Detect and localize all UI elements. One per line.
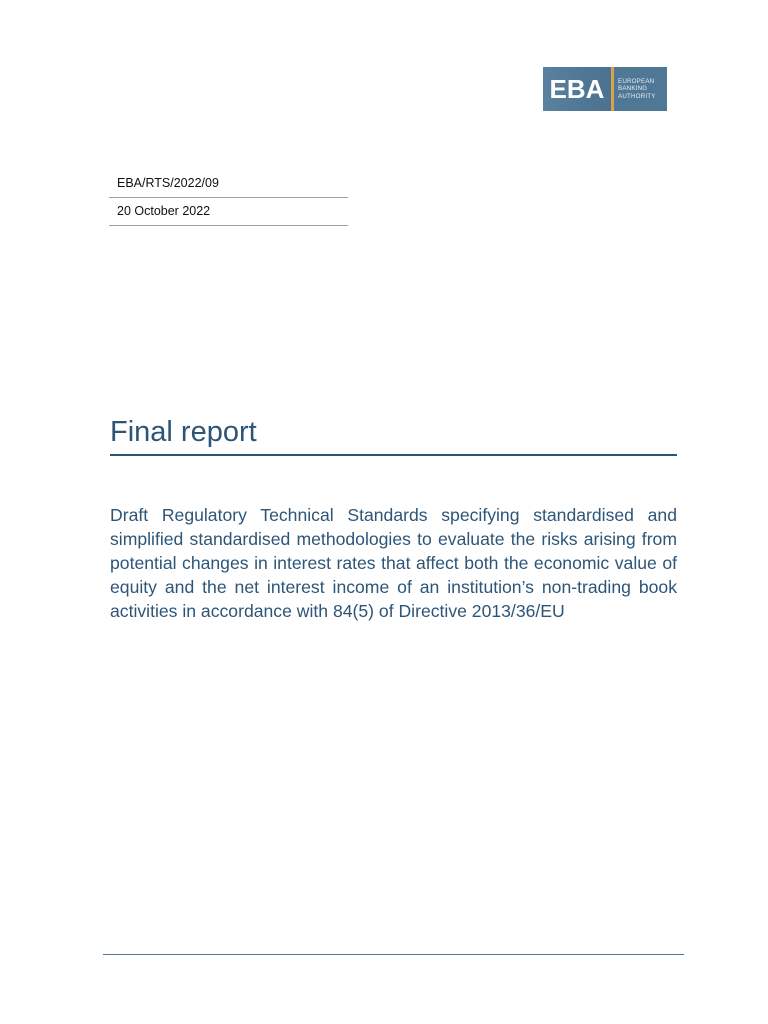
logo-line-1: EUROPEAN bbox=[618, 77, 655, 85]
document-date: 20 October 2022 bbox=[109, 198, 348, 226]
page-title: Final report bbox=[110, 412, 677, 456]
logo-text bbox=[614, 67, 667, 111]
document-reference: EBA/RTS/2022/09 bbox=[109, 170, 348, 198]
logo-line-2: BANKING bbox=[618, 85, 648, 93]
footer-divider bbox=[103, 954, 684, 955]
logo-abbreviation: EBA bbox=[543, 67, 611, 111]
eba-logo bbox=[543, 67, 667, 111]
document-meta bbox=[109, 170, 348, 226]
document-subtitle: Draft Regulatory Technical Standards specifying standardised and simplified standardised methodologies to evaluate the risks arising from potential changes in interest rates that affect both the economic value of equity and the net interest income of an institution’s non-trading book activities in accordance with 84(5) of Directive 2013/36/EU bbox=[110, 505, 677, 621]
logo-line-3: AUTHORITY bbox=[618, 92, 656, 100]
